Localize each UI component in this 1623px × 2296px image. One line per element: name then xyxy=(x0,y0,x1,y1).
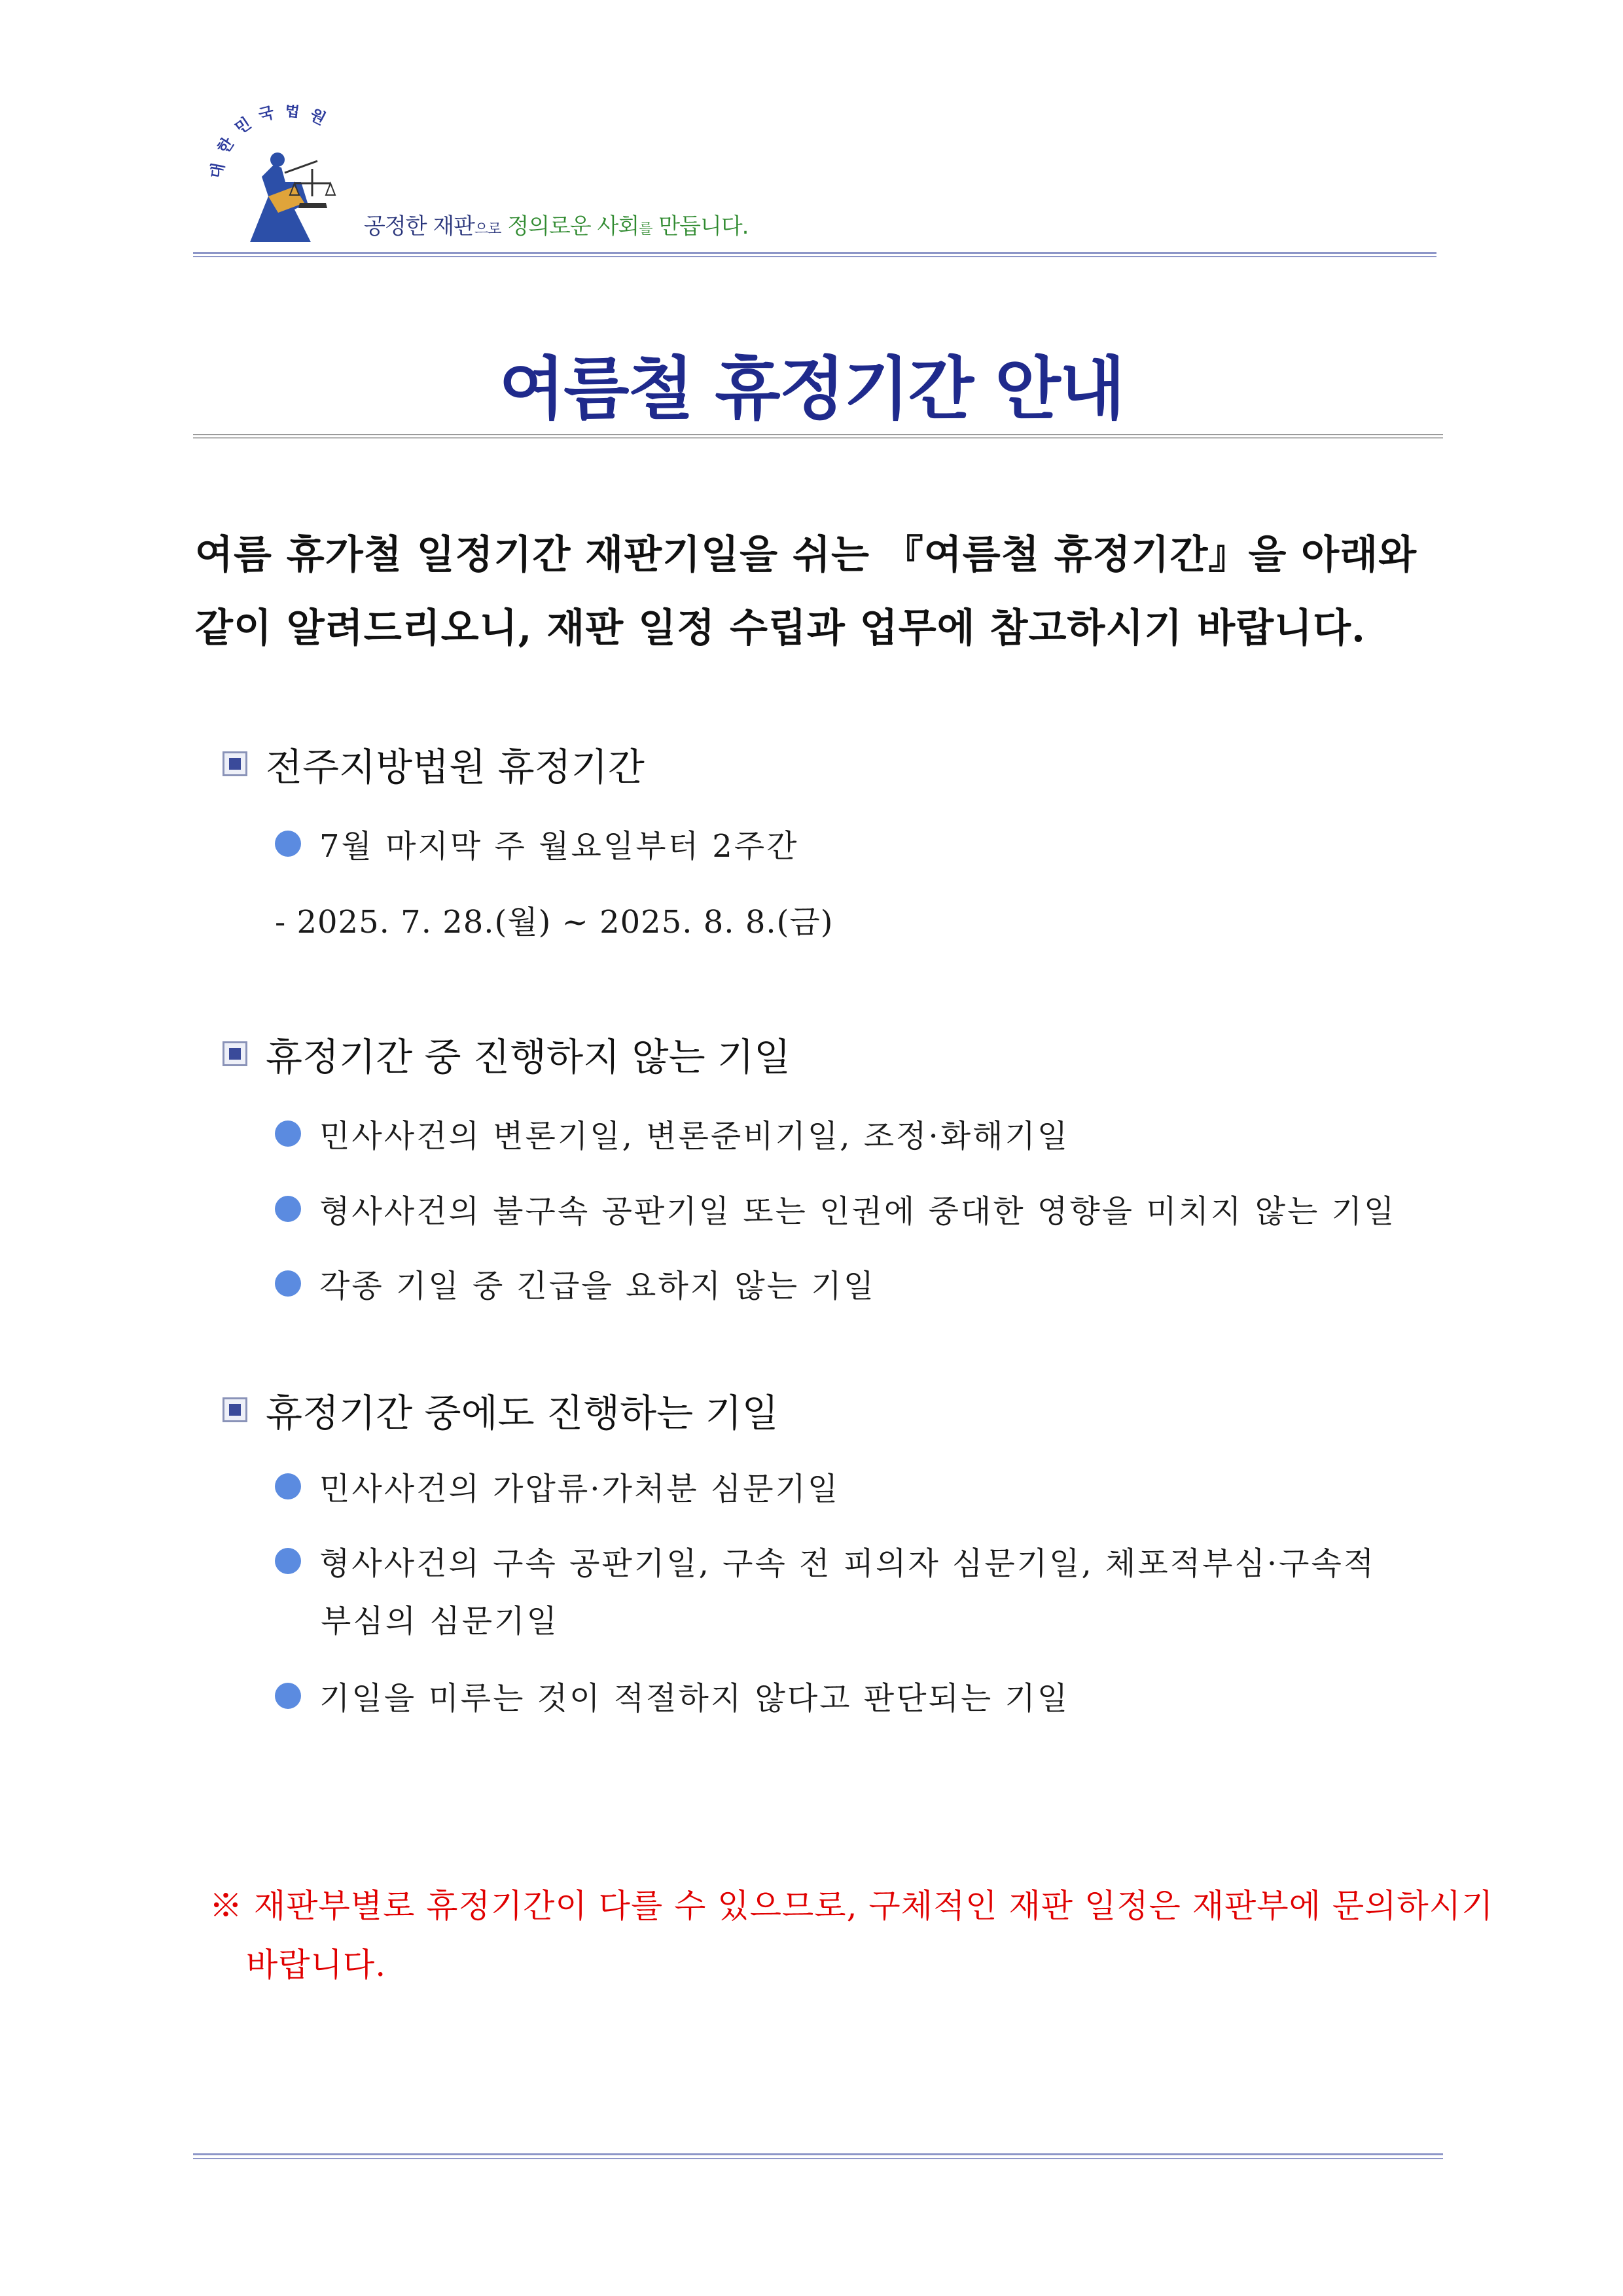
list-item-text: 7월 마지막 주 월요일부터 2주간 xyxy=(319,828,799,865)
motto-particle-1: 으로 xyxy=(474,221,501,238)
list-item xyxy=(275,1186,1396,1231)
list-item-text: 민사사건의 가압류·가처분 심문기일 xyxy=(319,1471,840,1507)
list-item-text: 형사사건의 구속 공판기일, 구속 전 피의자 심문기일, 체포적부심·구속적 xyxy=(319,1545,1376,1582)
list-item-text: 형사사건의 불구속 공판기일 또는 인권에 중대한 영향을 미치지 않는 기일 xyxy=(319,1193,1397,1230)
square-bullet-icon xyxy=(223,751,247,776)
court-motto xyxy=(364,208,749,240)
circle-bullet-icon xyxy=(275,1683,301,1709)
footer-divider xyxy=(193,2153,1443,2155)
circle-bullet-icon xyxy=(275,1548,301,1574)
section-heading-2 xyxy=(223,1026,791,1081)
list-item xyxy=(275,1261,876,1306)
motto-part-1: 공정한 재판 xyxy=(364,213,475,240)
section-heading-1 xyxy=(223,736,645,791)
list-item xyxy=(275,1538,1376,1583)
square-bullet-icon xyxy=(223,1397,247,1422)
list-item-text: 각종 기일 중 긴급을 요하지 않는 기일 xyxy=(319,1268,876,1304)
justice-statue-icon xyxy=(196,105,386,255)
intro-line-2: 같이 알려드리오니, 재판 일정 수립과 업무에 참고하시기 바랍니다. xyxy=(195,605,1366,651)
list-item xyxy=(275,1111,1069,1156)
square-bullet-icon xyxy=(223,1041,247,1066)
section-heading-text: 휴정기간 중에도 진행하는 기일 xyxy=(266,1391,779,1435)
list-item xyxy=(275,821,799,866)
motto-part-3: 만듭니다. xyxy=(652,213,749,240)
date-range: - 2025. 7. 28.(월) ~ 2025. 8. 8.(금) xyxy=(275,904,834,941)
note-line-1: ※ 재판부별로 휴정기간이 다를 수 있으므로, 구체적인 재판 일정은 재판부에 문의하시기 xyxy=(209,1887,1494,1925)
motto-part-2: 정의로운 사회 xyxy=(501,213,639,240)
circle-bullet-icon xyxy=(275,1196,301,1222)
header-divider xyxy=(193,252,1436,254)
intro-line-1: 여름 휴가철 일정기간 재판기일을 쉬는 『여름철 휴정기간』을 아래와 xyxy=(195,532,1418,578)
title-divider xyxy=(193,434,1443,435)
logo-ring-text: 대한민국법원 xyxy=(207,105,337,180)
motto-particle-2: 를 xyxy=(639,221,652,238)
page-title: 여름철 휴정기간 안내 xyxy=(499,349,1124,429)
circle-bullet-icon xyxy=(275,1473,301,1499)
list-item xyxy=(275,1673,1069,1718)
section-heading-3 xyxy=(223,1382,779,1437)
list-item-text: 민사사건의 변론기일, 변론준비기일, 조정·화해기일 xyxy=(319,1118,1070,1155)
court-logo xyxy=(196,105,386,255)
circle-bullet-icon xyxy=(275,831,301,857)
list-item xyxy=(275,1463,840,1509)
list-item-continuation: 부심의 심문기일 xyxy=(321,1603,559,1640)
list-item-text: 기일을 미루는 것이 적절하지 않다고 판단되는 기일 xyxy=(319,1680,1070,1717)
note-line-2: 바랍니다. xyxy=(246,1946,387,1984)
section-heading-text: 휴정기간 중 진행하지 않는 기일 xyxy=(266,1035,791,1079)
circle-bullet-icon xyxy=(275,1121,301,1147)
section-heading-text: 전주지방법원 휴정기간 xyxy=(266,745,645,789)
circle-bullet-icon xyxy=(275,1270,301,1297)
